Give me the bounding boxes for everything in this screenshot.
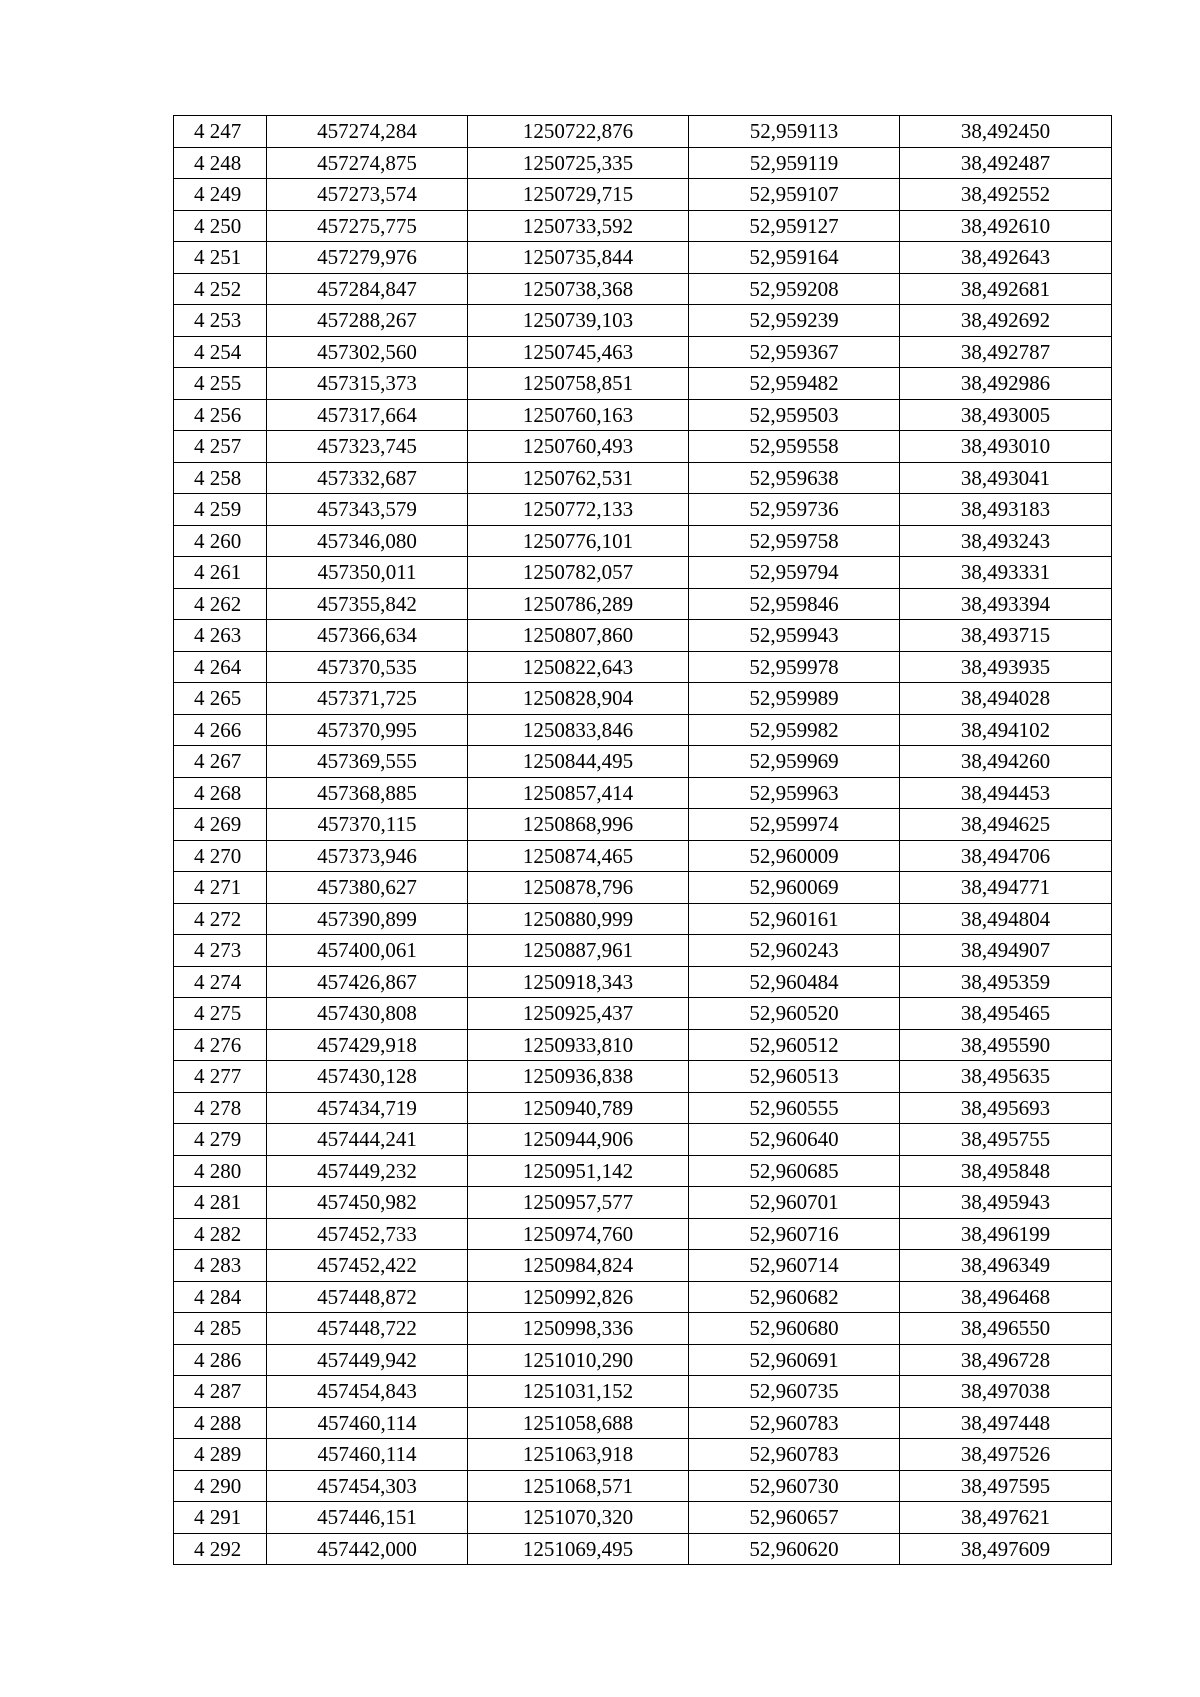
- longitude-cell: 38,494907: [900, 935, 1112, 967]
- x-coordinate-cell: 457284,847: [267, 273, 468, 305]
- y-coordinate-cell: 1250918,343: [468, 966, 689, 998]
- y-coordinate-cell: 1250735,844: [468, 242, 689, 274]
- longitude-cell: 38,492552: [900, 179, 1112, 211]
- longitude-cell: 38,493935: [900, 651, 1112, 683]
- longitude-cell: 38,494706: [900, 840, 1112, 872]
- latitude-cell: 52,959969: [689, 746, 900, 778]
- y-coordinate-cell: 1251069,495: [468, 1533, 689, 1565]
- point-number-cell: 4 249: [174, 179, 267, 211]
- latitude-cell: 52,960513: [689, 1061, 900, 1093]
- latitude-cell: 52,960714: [689, 1250, 900, 1282]
- point-number-cell: 4 272: [174, 903, 267, 935]
- y-coordinate-cell: 1250729,715: [468, 179, 689, 211]
- latitude-cell: 52,959208: [689, 273, 900, 305]
- latitude-cell: 52,960691: [689, 1344, 900, 1376]
- longitude-cell: 38,497621: [900, 1502, 1112, 1534]
- latitude-cell: 52,960783: [689, 1439, 900, 1471]
- point-number-cell: 4 287: [174, 1376, 267, 1408]
- latitude-cell: 52,960161: [689, 903, 900, 935]
- point-number-cell: 4 291: [174, 1502, 267, 1534]
- x-coordinate-cell: 457315,373: [267, 368, 468, 400]
- longitude-cell: 38,497609: [900, 1533, 1112, 1565]
- x-coordinate-cell: 457454,843: [267, 1376, 468, 1408]
- table-row: [174, 336, 1112, 368]
- y-coordinate-cell: 1250782,057: [468, 557, 689, 589]
- table-row: [174, 809, 1112, 841]
- longitude-cell: 38,493331: [900, 557, 1112, 589]
- point-number-cell: 4 290: [174, 1470, 267, 1502]
- latitude-cell: 52,960009: [689, 840, 900, 872]
- table-row: [174, 714, 1112, 746]
- longitude-cell: 38,495693: [900, 1092, 1112, 1124]
- latitude-cell: 52,959119: [689, 147, 900, 179]
- longitude-cell: 38,497595: [900, 1470, 1112, 1502]
- longitude-cell: 38,495590: [900, 1029, 1112, 1061]
- longitude-cell: 38,493010: [900, 431, 1112, 463]
- longitude-cell: 38,495943: [900, 1187, 1112, 1219]
- y-coordinate-cell: 1251031,152: [468, 1376, 689, 1408]
- point-number-cell: 4 285: [174, 1313, 267, 1345]
- x-coordinate-cell: 457279,976: [267, 242, 468, 274]
- longitude-cell: 38,495755: [900, 1124, 1112, 1156]
- y-coordinate-cell: 1250936,838: [468, 1061, 689, 1093]
- table-row: [174, 1029, 1112, 1061]
- longitude-cell: 38,492986: [900, 368, 1112, 400]
- latitude-cell: 52,959758: [689, 525, 900, 557]
- table-row: [174, 1281, 1112, 1313]
- latitude-cell: 52,959367: [689, 336, 900, 368]
- x-coordinate-cell: 457370,535: [267, 651, 468, 683]
- latitude-cell: 52,959558: [689, 431, 900, 463]
- table-row: [174, 746, 1112, 778]
- y-coordinate-cell: 1250739,103: [468, 305, 689, 337]
- latitude-cell: 52,960783: [689, 1407, 900, 1439]
- latitude-cell: 52,960685: [689, 1155, 900, 1187]
- longitude-cell: 38,493243: [900, 525, 1112, 557]
- y-coordinate-cell: 1250887,961: [468, 935, 689, 967]
- longitude-cell: 38,494625: [900, 809, 1112, 841]
- longitude-cell: 38,495635: [900, 1061, 1112, 1093]
- y-coordinate-cell: 1250725,335: [468, 147, 689, 179]
- table-row: [174, 305, 1112, 337]
- longitude-cell: 38,494771: [900, 872, 1112, 904]
- longitude-cell: 38,492681: [900, 273, 1112, 305]
- latitude-cell: 52,960701: [689, 1187, 900, 1219]
- y-coordinate-cell: 1250758,851: [468, 368, 689, 400]
- x-coordinate-cell: 457355,842: [267, 588, 468, 620]
- latitude-cell: 52,959164: [689, 242, 900, 274]
- x-coordinate-cell: 457448,722: [267, 1313, 468, 1345]
- y-coordinate-cell: 1250745,463: [468, 336, 689, 368]
- latitude-cell: 52,960243: [689, 935, 900, 967]
- y-coordinate-cell: 1250776,101: [468, 525, 689, 557]
- table-row: [174, 588, 1112, 620]
- table-row: [174, 683, 1112, 715]
- table-row: [174, 935, 1112, 967]
- y-coordinate-cell: 1250940,789: [468, 1092, 689, 1124]
- y-coordinate-cell: 1250828,904: [468, 683, 689, 715]
- table-row: [174, 147, 1112, 179]
- point-number-cell: 4 258: [174, 462, 267, 494]
- table-row: [174, 840, 1112, 872]
- x-coordinate-cell: 457332,687: [267, 462, 468, 494]
- x-coordinate-cell: 457371,725: [267, 683, 468, 715]
- x-coordinate-cell: 457460,114: [267, 1439, 468, 1471]
- latitude-cell: 52,960520: [689, 998, 900, 1030]
- longitude-cell: 38,496728: [900, 1344, 1112, 1376]
- x-coordinate-cell: 457460,114: [267, 1407, 468, 1439]
- longitude-cell: 38,493041: [900, 462, 1112, 494]
- point-number-cell: 4 264: [174, 651, 267, 683]
- latitude-cell: 52,959107: [689, 179, 900, 211]
- x-coordinate-cell: 457430,808: [267, 998, 468, 1030]
- point-number-cell: 4 250: [174, 210, 267, 242]
- y-coordinate-cell: 1250868,996: [468, 809, 689, 841]
- latitude-cell: 52,960716: [689, 1218, 900, 1250]
- table-row: [174, 1092, 1112, 1124]
- y-coordinate-cell: 1250762,531: [468, 462, 689, 494]
- table-row: [174, 525, 1112, 557]
- y-coordinate-cell: 1250760,163: [468, 399, 689, 431]
- table-row: [174, 242, 1112, 274]
- point-number-cell: 4 288: [174, 1407, 267, 1439]
- point-number-cell: 4 256: [174, 399, 267, 431]
- table-row: [174, 1470, 1112, 1502]
- latitude-cell: 52,960682: [689, 1281, 900, 1313]
- point-number-cell: 4 289: [174, 1439, 267, 1471]
- latitude-cell: 52,960484: [689, 966, 900, 998]
- point-number-cell: 4 273: [174, 935, 267, 967]
- y-coordinate-cell: 1250992,826: [468, 1281, 689, 1313]
- longitude-cell: 38,497038: [900, 1376, 1112, 1408]
- x-coordinate-cell: 457452,733: [267, 1218, 468, 1250]
- longitude-cell: 38,496349: [900, 1250, 1112, 1282]
- point-number-cell: 4 263: [174, 620, 267, 652]
- longitude-cell: 38,493394: [900, 588, 1112, 620]
- x-coordinate-cell: 457274,875: [267, 147, 468, 179]
- table-row: [174, 431, 1112, 463]
- table-row: [174, 399, 1112, 431]
- x-coordinate-cell: 457288,267: [267, 305, 468, 337]
- longitude-cell: 38,492610: [900, 210, 1112, 242]
- x-coordinate-cell: 457454,303: [267, 1470, 468, 1502]
- y-coordinate-cell: 1250807,860: [468, 620, 689, 652]
- latitude-cell: 52,960620: [689, 1533, 900, 1565]
- latitude-cell: 52,960640: [689, 1124, 900, 1156]
- longitude-cell: 38,492487: [900, 147, 1112, 179]
- table-row: [174, 1439, 1112, 1471]
- point-number-cell: 4 257: [174, 431, 267, 463]
- point-number-cell: 4 275: [174, 998, 267, 1030]
- y-coordinate-cell: 1250878,796: [468, 872, 689, 904]
- table-row: [174, 651, 1112, 683]
- table-row: [174, 903, 1112, 935]
- point-number-cell: 4 276: [174, 1029, 267, 1061]
- point-number-cell: 4 253: [174, 305, 267, 337]
- longitude-cell: 38,495465: [900, 998, 1112, 1030]
- y-coordinate-cell: 1250933,810: [468, 1029, 689, 1061]
- point-number-cell: 4 278: [174, 1092, 267, 1124]
- latitude-cell: 52,959638: [689, 462, 900, 494]
- point-number-cell: 4 265: [174, 683, 267, 715]
- x-coordinate-cell: 457370,115: [267, 809, 468, 841]
- latitude-cell: 52,960730: [689, 1470, 900, 1502]
- point-number-cell: 4 252: [174, 273, 267, 305]
- table-row: [174, 1155, 1112, 1187]
- longitude-cell: 38,495359: [900, 966, 1112, 998]
- table-row: [174, 620, 1112, 652]
- point-number-cell: 4 280: [174, 1155, 267, 1187]
- latitude-cell: 52,959978: [689, 651, 900, 683]
- table-row: [174, 1533, 1112, 1565]
- point-number-cell: 4 247: [174, 116, 267, 148]
- y-coordinate-cell: 1250984,824: [468, 1250, 689, 1282]
- x-coordinate-cell: 457273,574: [267, 179, 468, 211]
- y-coordinate-cell: 1250974,760: [468, 1218, 689, 1250]
- table-row: [174, 1407, 1112, 1439]
- y-coordinate-cell: 1250772,133: [468, 494, 689, 526]
- x-coordinate-cell: 457452,422: [267, 1250, 468, 1282]
- x-coordinate-cell: 457434,719: [267, 1092, 468, 1124]
- latitude-cell: 52,960680: [689, 1313, 900, 1345]
- longitude-cell: 38,497526: [900, 1439, 1112, 1471]
- latitude-cell: 52,959113: [689, 116, 900, 148]
- x-coordinate-cell: 457430,128: [267, 1061, 468, 1093]
- x-coordinate-cell: 457450,982: [267, 1187, 468, 1219]
- point-number-cell: 4 269: [174, 809, 267, 841]
- y-coordinate-cell: 1251070,320: [468, 1502, 689, 1534]
- coordinates-table-body: [174, 116, 1112, 1565]
- x-coordinate-cell: 457369,555: [267, 746, 468, 778]
- y-coordinate-cell: 1250944,906: [468, 1124, 689, 1156]
- x-coordinate-cell: 457366,634: [267, 620, 468, 652]
- x-coordinate-cell: 457373,946: [267, 840, 468, 872]
- longitude-cell: 38,496199: [900, 1218, 1112, 1250]
- x-coordinate-cell: 457449,232: [267, 1155, 468, 1187]
- longitude-cell: 38,492787: [900, 336, 1112, 368]
- point-number-cell: 4 251: [174, 242, 267, 274]
- y-coordinate-cell: 1250760,493: [468, 431, 689, 463]
- y-coordinate-cell: 1250833,846: [468, 714, 689, 746]
- x-coordinate-cell: 457346,080: [267, 525, 468, 557]
- x-coordinate-cell: 457380,627: [267, 872, 468, 904]
- latitude-cell: 52,960512: [689, 1029, 900, 1061]
- x-coordinate-cell: 457444,241: [267, 1124, 468, 1156]
- latitude-cell: 52,959794: [689, 557, 900, 589]
- y-coordinate-cell: 1250844,495: [468, 746, 689, 778]
- y-coordinate-cell: 1251058,688: [468, 1407, 689, 1439]
- latitude-cell: 52,959503: [689, 399, 900, 431]
- y-coordinate-cell: 1250998,336: [468, 1313, 689, 1345]
- point-number-cell: 4 262: [174, 588, 267, 620]
- point-number-cell: 4 266: [174, 714, 267, 746]
- table-row: [174, 1124, 1112, 1156]
- y-coordinate-cell: 1250957,577: [468, 1187, 689, 1219]
- table-row: [174, 462, 1112, 494]
- longitude-cell: 38,494102: [900, 714, 1112, 746]
- longitude-cell: 38,493715: [900, 620, 1112, 652]
- x-coordinate-cell: 457343,579: [267, 494, 468, 526]
- latitude-cell: 52,959239: [689, 305, 900, 337]
- latitude-cell: 52,959943: [689, 620, 900, 652]
- point-number-cell: 4 286: [174, 1344, 267, 1376]
- longitude-cell: 38,496468: [900, 1281, 1112, 1313]
- latitude-cell: 52,959736: [689, 494, 900, 526]
- point-number-cell: 4 271: [174, 872, 267, 904]
- latitude-cell: 52,959846: [689, 588, 900, 620]
- coordinates-table: [173, 115, 1112, 1565]
- x-coordinate-cell: 457442,000: [267, 1533, 468, 1565]
- table-row: [174, 1313, 1112, 1345]
- latitude-cell: 52,960657: [689, 1502, 900, 1534]
- y-coordinate-cell: 1250733,592: [468, 210, 689, 242]
- y-coordinate-cell: 1251068,571: [468, 1470, 689, 1502]
- table-row: [174, 1061, 1112, 1093]
- latitude-cell: 52,960735: [689, 1376, 900, 1408]
- latitude-cell: 52,959982: [689, 714, 900, 746]
- longitude-cell: 38,494453: [900, 777, 1112, 809]
- x-coordinate-cell: 457350,011: [267, 557, 468, 589]
- point-number-cell: 4 267: [174, 746, 267, 778]
- y-coordinate-cell: 1251063,918: [468, 1439, 689, 1471]
- x-coordinate-cell: 457448,872: [267, 1281, 468, 1313]
- point-number-cell: 4 277: [174, 1061, 267, 1093]
- latitude-cell: 52,959127: [689, 210, 900, 242]
- table-row: [174, 1502, 1112, 1534]
- x-coordinate-cell: 457370,995: [267, 714, 468, 746]
- y-coordinate-cell: 1250880,999: [468, 903, 689, 935]
- y-coordinate-cell: 1250874,465: [468, 840, 689, 872]
- x-coordinate-cell: 457390,899: [267, 903, 468, 935]
- latitude-cell: 52,959482: [689, 368, 900, 400]
- table-row: [174, 1187, 1112, 1219]
- y-coordinate-cell: 1250822,643: [468, 651, 689, 683]
- longitude-cell: 38,495848: [900, 1155, 1112, 1187]
- point-number-cell: 4 284: [174, 1281, 267, 1313]
- y-coordinate-cell: 1250925,437: [468, 998, 689, 1030]
- x-coordinate-cell: 457302,560: [267, 336, 468, 368]
- point-number-cell: 4 283: [174, 1250, 267, 1282]
- y-coordinate-cell: 1250738,368: [468, 273, 689, 305]
- longitude-cell: 38,497448: [900, 1407, 1112, 1439]
- table-row: [174, 1344, 1112, 1376]
- y-coordinate-cell: 1250951,142: [468, 1155, 689, 1187]
- table-row: [174, 494, 1112, 526]
- table-row: [174, 966, 1112, 998]
- x-coordinate-cell: 457400,061: [267, 935, 468, 967]
- point-number-cell: 4 255: [174, 368, 267, 400]
- table-row: [174, 1376, 1112, 1408]
- point-number-cell: 4 270: [174, 840, 267, 872]
- table-row: [174, 1250, 1112, 1282]
- longitude-cell: 38,494804: [900, 903, 1112, 935]
- point-number-cell: 4 254: [174, 336, 267, 368]
- table-row: [174, 777, 1112, 809]
- point-number-cell: 4 279: [174, 1124, 267, 1156]
- x-coordinate-cell: 457426,867: [267, 966, 468, 998]
- longitude-cell: 38,492643: [900, 242, 1112, 274]
- latitude-cell: 52,960069: [689, 872, 900, 904]
- x-coordinate-cell: 457429,918: [267, 1029, 468, 1061]
- point-number-cell: 4 274: [174, 966, 267, 998]
- table-row: [174, 179, 1112, 211]
- point-number-cell: 4 259: [174, 494, 267, 526]
- latitude-cell: 52,959963: [689, 777, 900, 809]
- point-number-cell: 4 292: [174, 1533, 267, 1565]
- y-coordinate-cell: 1251010,290: [468, 1344, 689, 1376]
- point-number-cell: 4 261: [174, 557, 267, 589]
- point-number-cell: 4 281: [174, 1187, 267, 1219]
- latitude-cell: 52,960555: [689, 1092, 900, 1124]
- point-number-cell: 4 282: [174, 1218, 267, 1250]
- longitude-cell: 38,492692: [900, 305, 1112, 337]
- y-coordinate-cell: 1250857,414: [468, 777, 689, 809]
- longitude-cell: 38,496550: [900, 1313, 1112, 1345]
- latitude-cell: 52,959989: [689, 683, 900, 715]
- y-coordinate-cell: 1250786,289: [468, 588, 689, 620]
- x-coordinate-cell: 457446,151: [267, 1502, 468, 1534]
- x-coordinate-cell: 457317,664: [267, 399, 468, 431]
- point-number-cell: 4 268: [174, 777, 267, 809]
- x-coordinate-cell: 457275,775: [267, 210, 468, 242]
- table-row: [174, 872, 1112, 904]
- longitude-cell: 38,494028: [900, 683, 1112, 715]
- longitude-cell: 38,493005: [900, 399, 1112, 431]
- table-row: [174, 998, 1112, 1030]
- longitude-cell: 38,493183: [900, 494, 1112, 526]
- longitude-cell: 38,492450: [900, 116, 1112, 148]
- latitude-cell: 52,959974: [689, 809, 900, 841]
- table-row: [174, 273, 1112, 305]
- table-row: [174, 116, 1112, 148]
- point-number-cell: 4 260: [174, 525, 267, 557]
- x-coordinate-cell: 457274,284: [267, 116, 468, 148]
- table-row: [174, 1218, 1112, 1250]
- table-row: [174, 557, 1112, 589]
- y-coordinate-cell: 1250722,876: [468, 116, 689, 148]
- x-coordinate-cell: 457323,745: [267, 431, 468, 463]
- table-row: [174, 368, 1112, 400]
- x-coordinate-cell: 457368,885: [267, 777, 468, 809]
- x-coordinate-cell: 457449,942: [267, 1344, 468, 1376]
- longitude-cell: 38,494260: [900, 746, 1112, 778]
- table-row: [174, 210, 1112, 242]
- point-number-cell: 4 248: [174, 147, 267, 179]
